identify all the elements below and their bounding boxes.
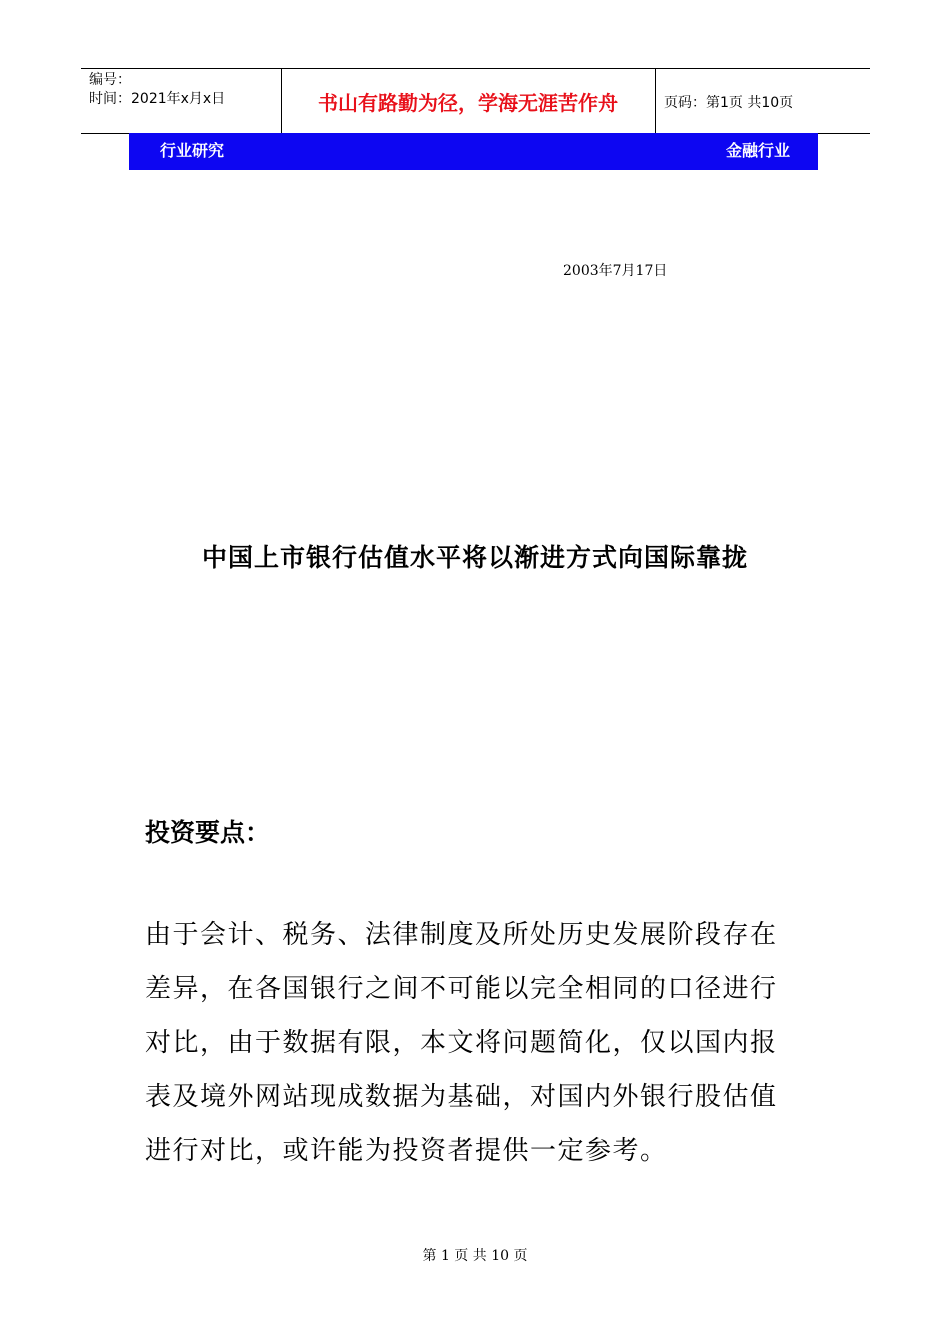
header-number-label: 编号： xyxy=(89,72,131,88)
paragraph-line: 由于会计、税务、法律制度及所处历史发展阶段存在 xyxy=(145,920,778,950)
category-band-left-label: 行业研究 xyxy=(160,141,225,160)
page-footer: 第 1 页 共 10 页 xyxy=(422,1248,528,1264)
section-heading: 投资要点： xyxy=(145,818,271,847)
report-title: 中国上市银行估值水平将以渐进方式向国际靠拢 xyxy=(201,543,748,572)
header-motto: 书山有路勤为径，学海无涯苦作舟 xyxy=(318,91,618,115)
report-date: 2003年7月17日 xyxy=(563,263,668,279)
summary-paragraph xyxy=(145,908,815,1178)
paragraph-line: 进行对比，或许能为投资者提供一定参考。 xyxy=(145,1136,668,1166)
paragraph-line: 差异，在各国银行之间不可能以完全相同的口径进行 xyxy=(145,974,778,1004)
category-band xyxy=(129,133,818,170)
header-page-info: 页码：第1页 共10页 xyxy=(664,95,794,111)
header-top-rule xyxy=(81,68,870,69)
paragraph-line: 表及境外网站现成数据为基础，对国内外银行股估值 xyxy=(145,1082,778,1112)
header-divider-right xyxy=(655,68,656,133)
header-time-label: 时间：2021年x月x日 xyxy=(89,91,226,107)
category-band-right-label: 金融行业 xyxy=(725,141,790,160)
paragraph-line: 对比，由于数据有限，本文将问题简化，仅以国内报 xyxy=(145,1028,778,1058)
